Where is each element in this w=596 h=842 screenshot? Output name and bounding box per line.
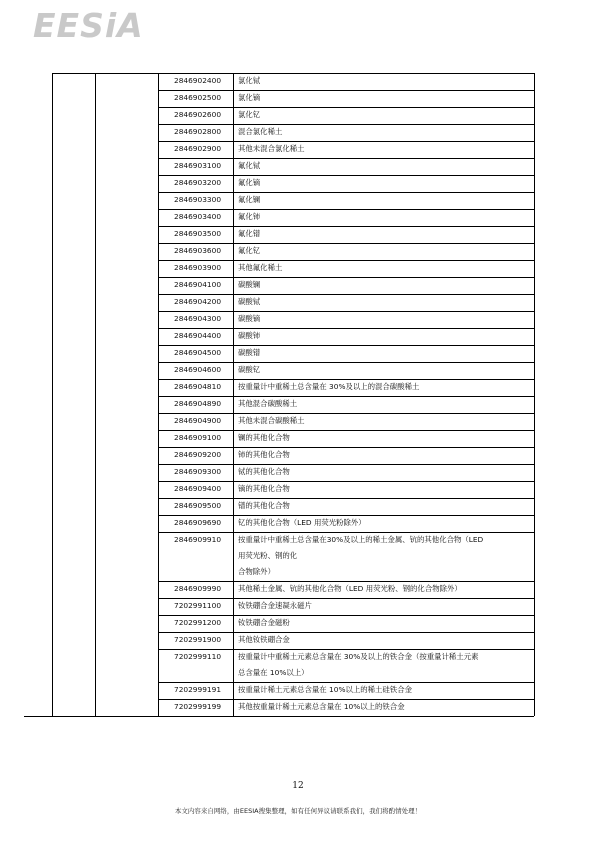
product-name: 氟化铽: [238, 161, 261, 170]
hs-code: 2846909690: [174, 518, 222, 527]
hs-code: 2846902500: [174, 93, 222, 102]
hs-code: 2846909500: [174, 501, 222, 510]
hs-code: 2846909300: [174, 467, 222, 476]
product-name: 钇的其他化合物（LED 用荧光粉除外）: [238, 518, 366, 527]
hs-code: 2846903400: [174, 212, 222, 221]
product-name: 其他未混合氯化稀土: [238, 144, 305, 153]
product-name: 碳酸镨: [238, 348, 261, 357]
table-top-border: [52, 73, 534, 74]
hs-code: 2846909910: [174, 535, 222, 544]
product-name: 铈的其他化合物: [238, 450, 290, 459]
footer-disclaimer: 本文内容来自网络，由EESIA搜集整理，如有任何异议请联系我们，我们将酌情处理！: [174, 807, 422, 815]
hs-code: 2846903300: [174, 195, 222, 204]
product-name: 按重量计中重稀土总含量在 30%及以上的混合碳酸稀土: [238, 382, 420, 391]
product-name: 其他氟化稀土: [238, 263, 283, 272]
hs-code: 2846903200: [174, 178, 222, 187]
product-name: 碳酸镧: [238, 280, 261, 289]
product-name: 铽的其他化合物: [238, 467, 290, 476]
product-name: 氟化钇: [238, 246, 261, 255]
column-border: [95, 73, 96, 716]
product-name: 碳酸镝: [238, 314, 261, 323]
hs-code: 7202999110: [174, 652, 222, 661]
hs-code: 2846902800: [174, 127, 222, 136]
hs-code: 2846909100: [174, 433, 222, 442]
product-name: 其他按重量计稀土元素总含量在 10%以上的铁合金: [238, 702, 405, 711]
column-border: [158, 73, 159, 716]
hs-code: 2846904200: [174, 297, 222, 306]
hs-code: 2846903900: [174, 263, 222, 272]
hs-code: 2846903500: [174, 229, 222, 238]
hs-code: 2846909200: [174, 450, 222, 459]
hs-code: 7202991900: [174, 635, 222, 644]
product-name: 其他未混合碳酸稀土: [238, 416, 305, 425]
hs-code: 7202991200: [174, 618, 222, 627]
product-name: 按重量计中重稀土元素总含量在 30%及以上的铁合金（按重量计稀土元素: [238, 652, 479, 661]
product-name: 总含量在 10%以上）: [238, 668, 309, 677]
product-name: 钕铁硼合金磁粉: [238, 618, 290, 627]
product-name: 氯化铽: [238, 76, 261, 85]
product-name: 氟化镨: [238, 229, 261, 238]
hs-code: 2846904900: [174, 416, 222, 425]
hs-code: 2846904810: [174, 382, 222, 391]
hs-code: 2846909400: [174, 484, 222, 493]
table-bottom-border: [24, 716, 534, 717]
eesia-logo: EESiA: [33, 6, 144, 45]
hs-code: 7202999199: [174, 702, 222, 711]
hs-code: 2846903100: [174, 161, 222, 170]
hs-code: 7202991100: [174, 601, 222, 610]
product-name: 氟化镧: [238, 195, 261, 204]
product-name: 氟化铈: [238, 212, 261, 221]
hs-code: 2846904400: [174, 331, 222, 340]
column-border: [52, 73, 53, 716]
product-name: 按重量计中重稀土总含量在30%及以上的稀土金属、钪的其他化合物（LED: [238, 535, 484, 544]
hs-code: 2846902600: [174, 110, 222, 119]
hs-code: 2846903600: [174, 246, 222, 255]
product-name: 氯化钇: [238, 110, 261, 119]
hs-code: 2846904890: [174, 399, 222, 408]
hs-code: 7202999191: [174, 685, 222, 694]
hs-code: 2846904300: [174, 314, 222, 323]
product-name: 其他稀土金属、钪的其他化合物（LED 用荧光粉、钢的化合物除外）: [238, 584, 462, 593]
product-name: 氟化镝: [238, 178, 261, 187]
product-name: 碳酸铈: [238, 331, 261, 340]
product-name: 合物除外）: [238, 567, 275, 576]
hs-code: 2846904100: [174, 280, 222, 289]
product-name: 镨的其他化合物: [238, 501, 290, 510]
product-name: 镧的其他化合物: [238, 433, 290, 442]
product-name: 其他混合碳酸稀土: [238, 399, 298, 408]
hs-code: 2846904600: [174, 365, 222, 374]
product-name: 用荧光粉、钢的化: [238, 551, 298, 560]
column-border: [534, 73, 535, 716]
column-border: [233, 73, 234, 716]
hs-code: 2846902400: [174, 76, 222, 85]
product-name: 钕铁硼合金速凝永磁片: [238, 601, 312, 610]
product-name: 镝的其他化合物: [238, 484, 290, 493]
product-name: 碳酸钇: [238, 365, 261, 374]
product-name: 氯化镝: [238, 93, 261, 102]
product-name: 按重量计稀土元素总含量在 10%以上的稀土硅铁合金: [238, 685, 412, 694]
hs-code: 2846904500: [174, 348, 222, 357]
product-name: 其他钕铁硼合金: [238, 635, 290, 644]
product-name: 混合氯化稀土: [238, 127, 283, 136]
hs-code: 2846902900: [174, 144, 222, 153]
product-name: 碳酸铽: [238, 297, 261, 306]
page-number: 12: [292, 781, 304, 791]
hs-code: 2846909990: [174, 584, 222, 593]
